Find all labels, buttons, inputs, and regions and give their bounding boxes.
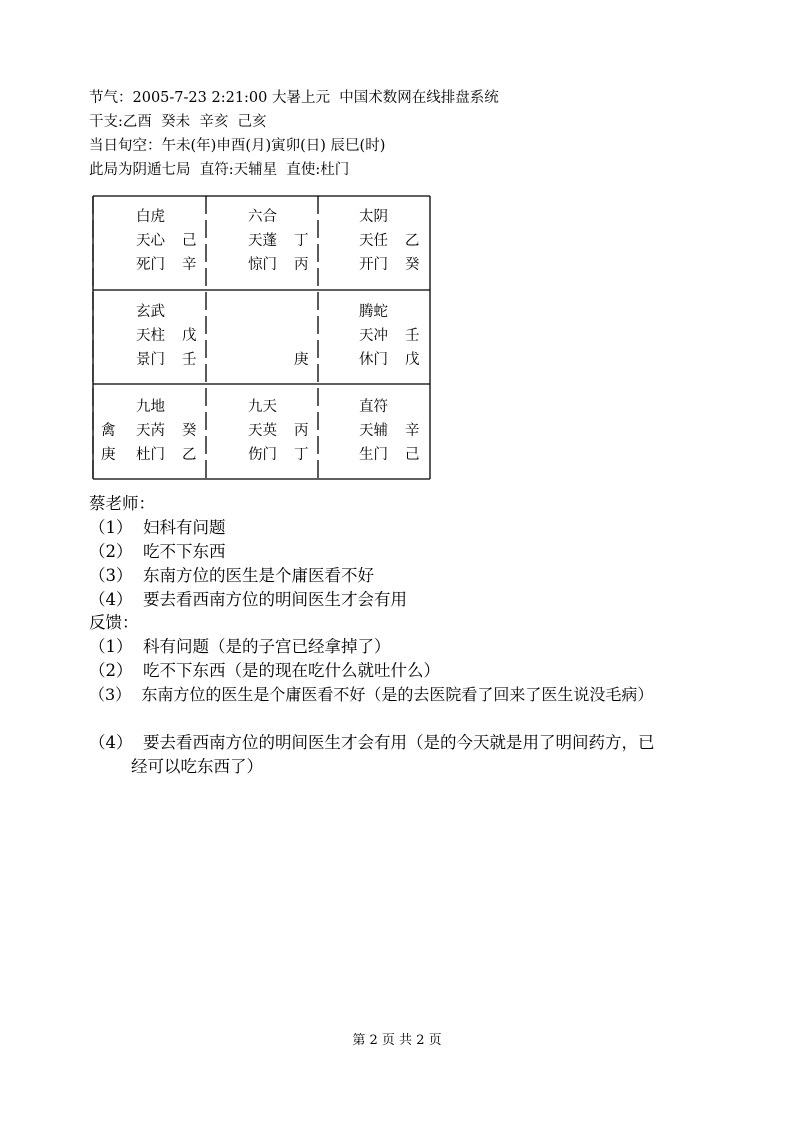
header-line-xunkong: 当日旬空：午未(年)申酉(月)寅卯(日) 辰巳(时)	[89, 138, 386, 154]
n-star-stem: 丁	[294, 233, 309, 249]
nw-star: 天心	[136, 233, 165, 249]
se-door: 生门	[359, 447, 388, 463]
s-spirit: 九天	[248, 399, 277, 415]
w-door-stem: 壬	[182, 352, 197, 368]
w-star-stem: 戊	[182, 328, 197, 344]
feedback-item-2: （2） 吃不下东西（是的现在吃什么就吐什么）	[89, 661, 440, 680]
ne-spirit: 太阴	[359, 209, 388, 225]
teacher-item-2: （2） 吃不下东西	[89, 542, 226, 561]
s-door-stem: 丁	[294, 447, 309, 463]
se-spirit: 直符	[359, 399, 388, 415]
feedback-item-4-line2: 经可以吃东西了）	[89, 757, 263, 776]
e-spirit: 腾蛇	[359, 304, 388, 320]
se-door-stem: 己	[405, 447, 420, 463]
ne-door: 开门	[359, 257, 388, 273]
w-spirit: 玄武	[136, 304, 165, 320]
header-line-ganzhi: 干支:乙酉 癸未 辛亥 己亥	[89, 114, 267, 130]
ne-star-stem: 乙	[405, 233, 420, 249]
sw-door: 杜门	[136, 447, 165, 463]
feedback-item-3: （3） 东南方位的医生是个庸医看不好（是的去医院看了回来了医生说没毛病）	[89, 685, 654, 704]
ne-star: 天任	[359, 233, 388, 249]
sw-extra-qin: 禽	[101, 423, 116, 439]
teacher-item-1: （1） 妇科有问题	[89, 518, 226, 537]
n-door: 惊门	[248, 257, 277, 273]
teacher-heading: 蔡老师：	[89, 494, 155, 513]
n-spirit: 六合	[248, 209, 277, 225]
e-star-stem: 壬	[405, 328, 420, 344]
ne-door-stem: 癸	[405, 257, 420, 273]
teacher-item-3: （3） 东南方位的医生是个庸医看不好	[89, 566, 374, 585]
s-star-stem: 丙	[294, 423, 309, 439]
sw-door-stem: 乙	[182, 447, 197, 463]
page-footer: 第 2 页 共 2 页	[352, 1033, 442, 1048]
nw-door-stem: 辛	[182, 257, 197, 273]
sw-star-stem: 癸	[182, 423, 197, 439]
se-star: 天辅	[359, 423, 388, 439]
se-star-stem: 辛	[405, 423, 420, 439]
sw-spirit: 九地	[136, 399, 165, 415]
e-door-stem: 戊	[405, 352, 420, 368]
feedback-heading: 反馈：	[89, 613, 139, 632]
s-star: 天英	[248, 423, 277, 439]
sw-star: 天芮	[136, 423, 165, 439]
teacher-item-4: （4） 要去看西南方位的明间医生才会有用	[89, 590, 407, 609]
feedback-item-4-line1: （4） 要去看西南方位的明间医生才会有用（是的今天就是用了明间药方，已	[89, 733, 655, 752]
feedback-item-1: （1） 科有问题（是的子宫已经拿掉了）	[89, 637, 391, 656]
w-star: 天柱	[136, 328, 165, 344]
nw-star-stem: 己	[182, 233, 197, 249]
w-door: 景门	[136, 352, 165, 368]
nw-spirit: 白虎	[136, 209, 165, 225]
nw-door: 死门	[136, 257, 165, 273]
e-star: 天冲	[359, 328, 388, 344]
header-line-solar-term: 节气：2005-7-23 2:21:00 大暑上元 中国术数网在线排盘系统	[89, 90, 499, 106]
s-door: 伤门	[248, 447, 277, 463]
n-door-stem: 丙	[294, 257, 309, 273]
sw-extra-geng: 庚	[101, 447, 116, 463]
header-line-ju: 此局为阴遁七局 直符:天辅星 直使:杜门	[89, 162, 350, 178]
n-star: 天蓬	[248, 233, 277, 249]
e-door: 休门	[359, 352, 388, 368]
center-stem: 庚	[294, 352, 309, 368]
